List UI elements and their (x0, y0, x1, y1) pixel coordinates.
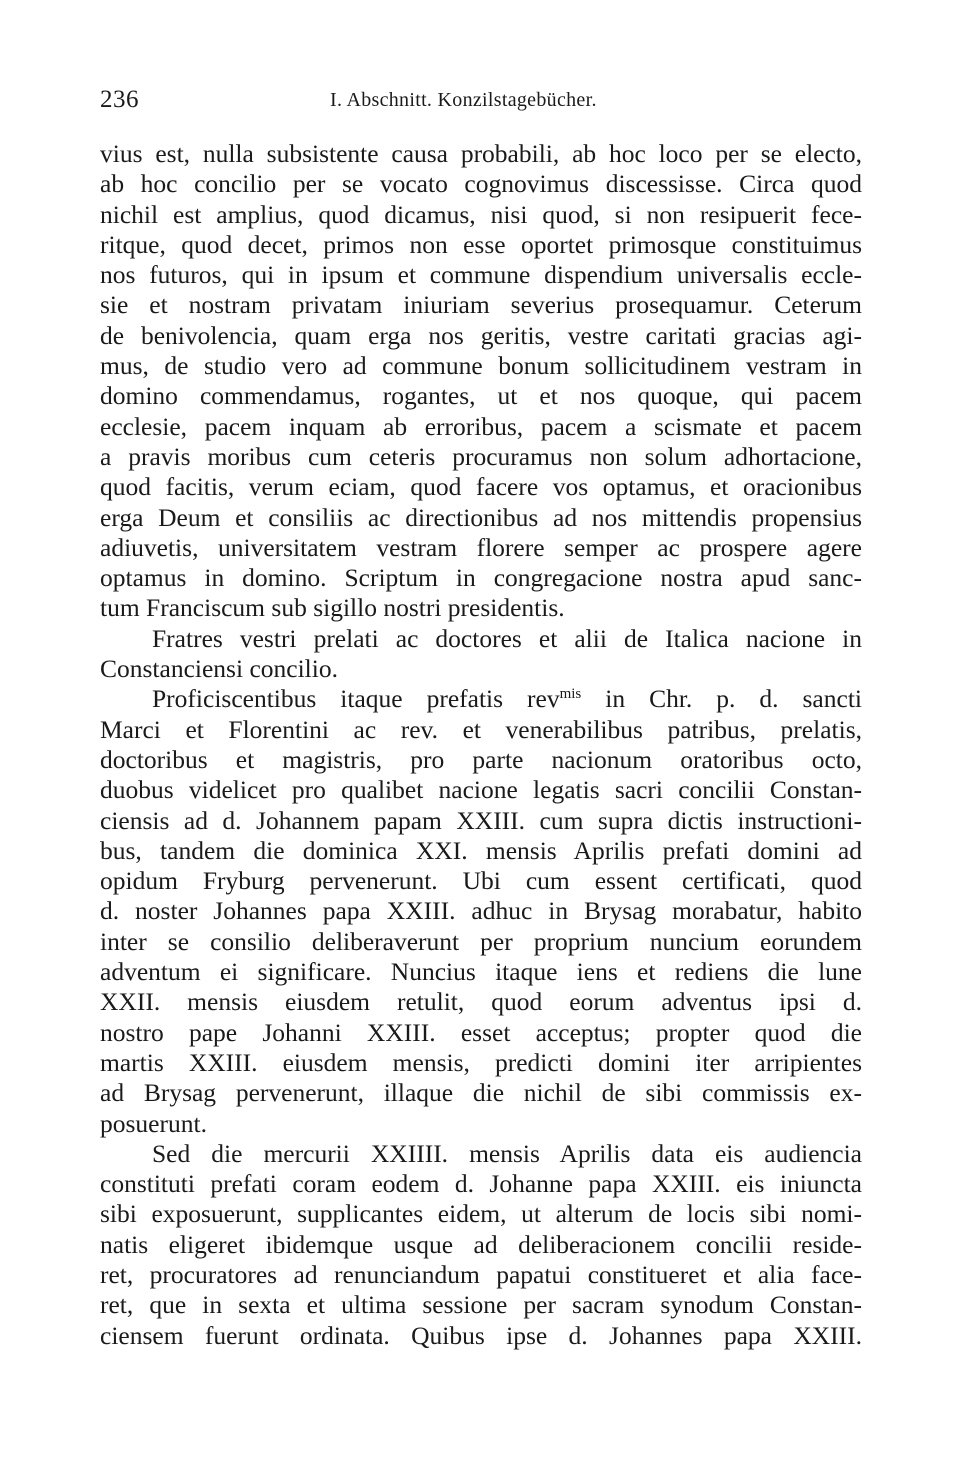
text-line: ret, que in sexta et ultima sessione per sacram synodum Constan- (100, 1290, 862, 1320)
text-line: Marci et Florentini ac rev. et venerabilibus patribus, prelatis, (100, 714, 862, 744)
text-line: optamus in domino. Scriptum in congregacione nostra apud sanc- (100, 563, 862, 593)
text-line: a pravis moribus cum ceteris procuramus non solum adhortacione, (100, 441, 862, 471)
text-line: ad Brysag pervenerunt, illaque die nichil de sibi commissis ex- (100, 1078, 862, 1108)
text-line: Constanciensi concilio. (100, 654, 338, 684)
text-line: sie et nostram privatam iniuriam severius prosequamur. Ceterum (100, 290, 862, 320)
text-line: Sed die mercurii XXIIII. mensis Aprilis data eis audiencia (152, 1138, 862, 1168)
text-segment: in Chr. p. d. sancti (581, 684, 862, 714)
text-line: ecclesie, pacem inquam ab erroribus, pacem a scismate et pacem (100, 411, 862, 441)
text-line: domino commendamus, rogantes, ut et nos quoque, qui pacem (100, 381, 862, 411)
text-line: sibi exposuerunt, supplicantes eidem, ut alterum de locis sibi nomi- (100, 1199, 862, 1229)
text-line: constituti prefati coram eodem d. Johanne papa XXIII. eis iniuncta (100, 1169, 862, 1199)
text-line: vius est, nulla subsistente causa probabili, ab hoc loco per se electo, (100, 139, 862, 168)
text-line: doctoribus et magistris, pro parte nacionum oratoribus octo, (100, 744, 862, 774)
text-line: mus, de studio vero ad commune bonum sollicitudinem vestram in (100, 351, 862, 381)
text-line: opidum Fryburg pervenerunt. Ubi cum essent certificati, quod (100, 866, 862, 896)
text-line: adventum ei significare. Nuncius itaque iens et rediens die lune (100, 957, 862, 987)
text-line: ret, procuratores ad renunciandum papatui constitueret et alia face- (100, 1259, 862, 1289)
text-line: natis eligeret ibidemque usque ad deliberacionem concilii reside- (100, 1229, 862, 1259)
text-line: bus, tandem die dominica XXI. mensis Aprilis prefati domini ad (100, 835, 862, 865)
running-head (100, 86, 862, 118)
text-line: duobus videlicet pro qualibet nacione legatis sacri concilii Constan- (100, 775, 862, 805)
text-line: inter se consilio deliberaverunt per proprium nuncium eorundem (100, 926, 862, 956)
text-line: de benivolencia, quam erga nos geritis, vestre caritati gracias agi- (100, 320, 862, 350)
text-line: tum Franciscum sub sigillo nostri presidentis. (100, 593, 565, 623)
text-line: erga Deum et consiliis ac directionibus ad nos mittendis propensius (100, 502, 862, 532)
text-line: nostro pape Johanni XXIII. esset acceptus; propter quod die (100, 1017, 862, 1047)
section-title: I. Abschnitt. Konzilstagebücher. (330, 89, 597, 111)
text-line (100, 684, 862, 714)
page-number: 236 (100, 86, 139, 113)
superscript: mis (559, 686, 582, 703)
text-line: Fratres vestri prelati ac doctores et alii de Italica nacione in (152, 623, 862, 653)
text-line: martis XXIII. eiusdem mensis, predicti domini iter arripientes (100, 1047, 862, 1077)
text-line: XXII. mensis eiusdem retulit, quod eorum adventus ipsi d. (100, 987, 862, 1017)
text-segment: Proficiscentibus itaque prefatis rev (152, 684, 560, 714)
text-line: ciensem fuerunt ordinata. Quibus ipse d. Johannes papa XXIII. (100, 1320, 862, 1350)
text-line: d. noster Johannes papa XXIII. adhuc in Brysag morabatur, habito (100, 896, 862, 926)
body-text (100, 139, 862, 1351)
text-line: nichil est amplius, quod dicamus, nisi quod, si non resipuerit fece- (100, 199, 862, 229)
text-line: quod facitis, verum eciam, quod facere vos optamus, et oracionibus (100, 472, 862, 502)
text-line: ciensis ad d. Johannem papam XXIII. cum supra dictis instructioni- (100, 805, 862, 835)
text-line: nos futuros, qui in ipsum et commune dispendium universalis eccle- (100, 260, 862, 290)
text-line: posuerunt. (100, 1108, 207, 1138)
text-line: ritque, quod decet, primos non esse oportet primosque constituimus (100, 229, 862, 259)
text-line: ab hoc concilio per se vocato cognovimus discessisse. Circa quod (100, 169, 862, 199)
text-line: adiuvetis, universitatem vestram florere semper ac prospere agere (100, 532, 862, 562)
